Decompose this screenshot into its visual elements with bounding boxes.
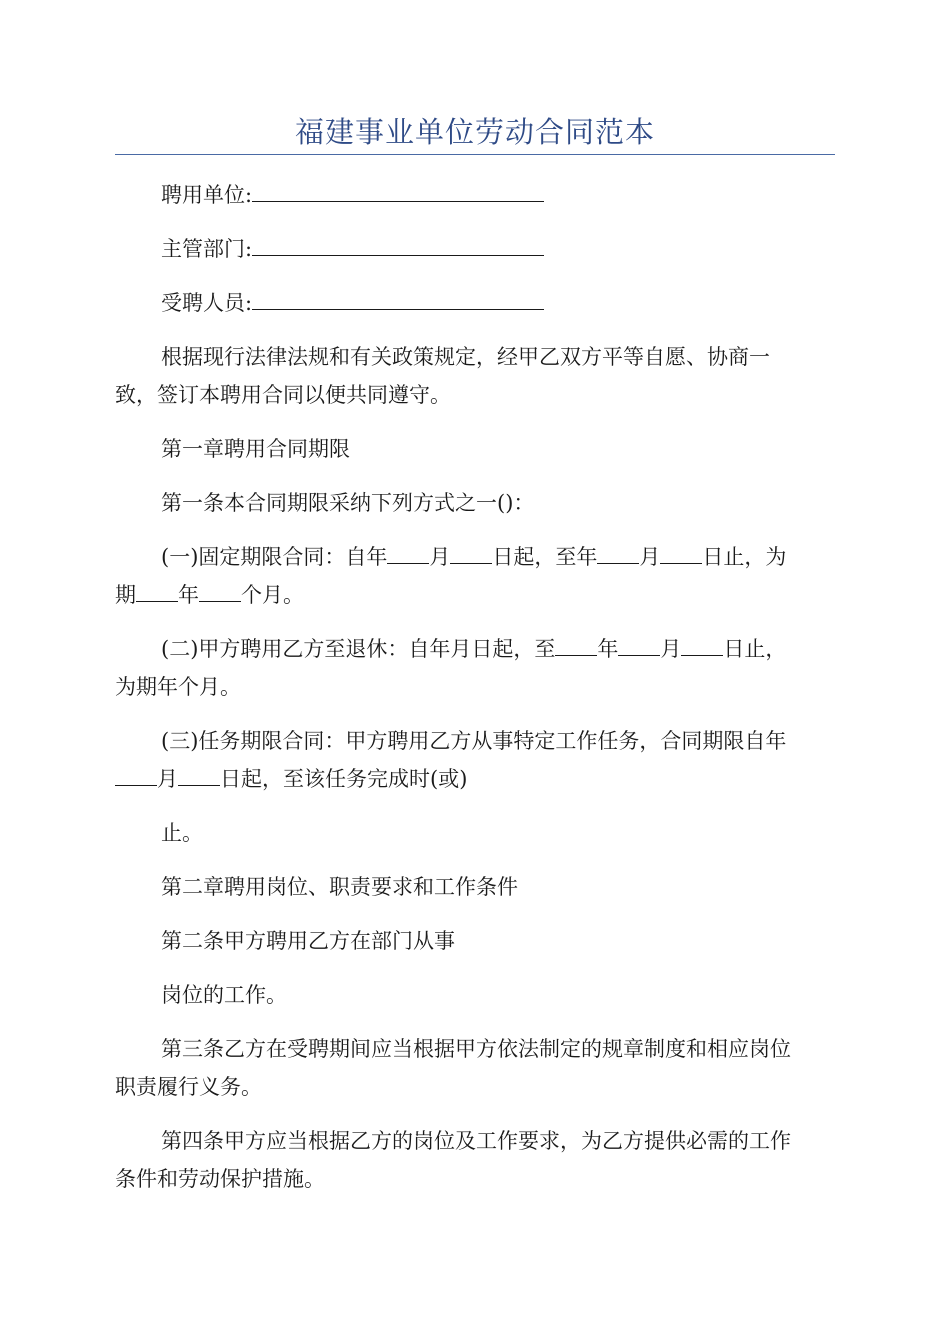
option-1-text-c: 日起，至年 [492,545,598,569]
blank [387,539,429,564]
option-1-line-2 [115,576,835,614]
option-3-line-3: 止。 [161,821,203,845]
option-2-text-c: 月 [660,637,682,661]
option-1-text-d: 月 [639,545,661,569]
option-1-text-h: 个月。 [241,583,304,607]
option-2-text-b: 年 [597,637,619,661]
blank [681,631,723,656]
title-underline [115,154,835,155]
intro-line-2: 致，签订本聘用合同以便共同遵守。 [115,383,451,407]
chapter-2-heading: 第二章聘用岗位、职责要求和工作条件 [161,875,518,899]
intro-line-1: 根据现行法律法规和有关政策规定，经甲乙双方平等自愿、协商一 [161,345,770,369]
option-1-text-e: 日止，为 [702,545,787,569]
option-1-text-g: 年 [178,583,199,607]
option-1-text-f: 期 [115,583,136,607]
option-3-text-b: 月 [157,767,178,791]
blank [597,539,639,564]
option-3-line-2 [115,760,835,798]
employer-blank [252,177,544,202]
article-4-line-2: 条件和劳动保护措施。 [115,1167,325,1191]
chapter-1-heading: 第一章聘用合同期限 [161,437,350,461]
blank [115,761,157,786]
blank [618,631,660,656]
option-2-text-a: (二)甲方聘用乙方至退休：自年月日起，至 [161,637,556,661]
blank [660,539,702,564]
employee-blank [252,285,544,310]
option-1-text-b: 月 [429,545,451,569]
option-2-line-2: 为期年个月。 [115,675,241,699]
article-2-line-2: 岗位的工作。 [161,983,287,1007]
document-title: 福建事业单位劳动合同范本 [294,115,655,149]
option-2-line-1 [115,630,835,668]
department-blank [252,231,544,256]
article-3-line-2: 职责履行义务。 [115,1075,262,1099]
article-1: 第一条本合同期限采纳下列方式之一()： [161,491,535,515]
option-3-text-c: 日起，至该任务完成时(或) [220,767,468,791]
option-1-text-a: (一)固定期限合同：自年 [161,545,388,569]
blank [178,761,220,786]
blank [199,577,241,602]
employee-field [115,284,835,322]
article-4-line-1: 第四条甲方应当根据乙方的岗位及工作要求，为乙方提供必需的工作 [161,1129,791,1153]
employer-label: 聘用单位: [161,183,253,207]
department-label: 主管部门: [161,237,253,261]
article-2-line-1: 第二条甲方聘用乙方在部门从事 [161,929,455,953]
blank [450,539,492,564]
option-2-text-d: 日止， [723,637,787,661]
option-3-line-1: (三)任务期限合同：甲方聘用乙方从事特定工作任务，合同期限自年 [161,729,787,753]
employer-field [115,176,835,214]
department-field [115,230,835,268]
employee-label: 受聘人员: [161,291,253,315]
article-3-line-1: 第三条乙方在受聘期间应当根据甲方依法制定的规章制度和相应岗位 [161,1037,791,1061]
blank [136,577,178,602]
option-1-line-1 [115,538,835,576]
blank [555,631,597,656]
